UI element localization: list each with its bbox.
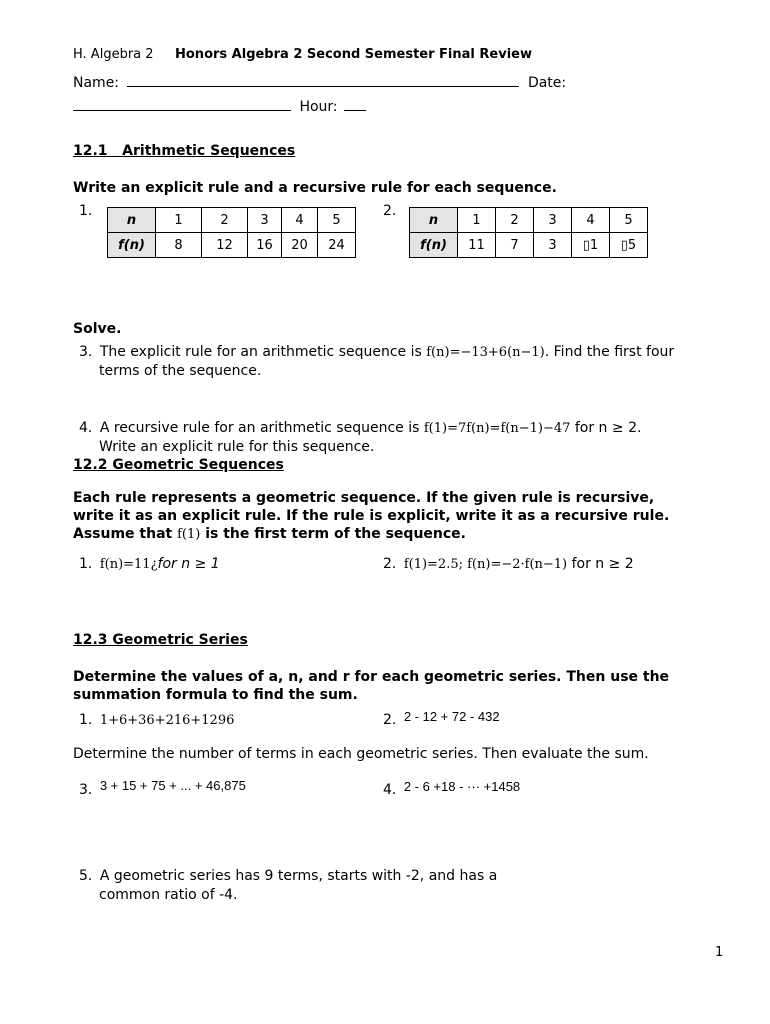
name-blank[interactable] <box>127 86 519 87</box>
name-label: Name: <box>73 75 120 91</box>
table-cell: 8 <box>156 233 202 258</box>
problem-number: 1. <box>79 712 93 728</box>
instruction-12-1: Write an explicit rule and a recursive rule for each sequence. <box>73 180 557 196</box>
recursive-rule-formula: f(1)=7f(n)=f(n−1)−47 <box>423 421 571 436</box>
series-problem-5 <box>79 868 497 884</box>
first-term-formula: f(1) <box>177 527 201 542</box>
problem-3-line2: terms of the sequence. <box>99 363 262 379</box>
problem-number: 4. <box>79 420 93 436</box>
page-number: 1 <box>715 945 724 960</box>
problem-4 <box>79 420 641 436</box>
table-cell: 24 <box>318 233 356 258</box>
table-header-cell: n <box>108 208 156 233</box>
table-row <box>410 208 648 233</box>
problem-number: 1. <box>79 556 93 572</box>
series-expression: 1+6+36+216+1296 <box>99 713 235 728</box>
table-cell: 16 <box>248 233 282 258</box>
problem-4-line2: Write an explicit rule for this sequence. <box>99 439 375 455</box>
instruction-12-2-line2: write it as an explicit rule. If the rule is explicit, write it as a recursive rule. <box>73 508 670 524</box>
table-cell: 2 <box>496 208 534 233</box>
series-problem-4 <box>383 779 521 798</box>
section-heading-12-3: 12.3 Geometric Series <box>73 632 248 648</box>
table-header-cell: n <box>410 208 458 233</box>
table-cell: 4 <box>282 208 318 233</box>
instruction-12-3-line2: summation formula to find the sum. <box>73 687 358 703</box>
table-cell: ▯5 <box>610 233 648 258</box>
problem-number: 2. <box>383 556 397 572</box>
problem-number: 2. <box>383 712 397 728</box>
problem-number: 1. <box>79 203 93 219</box>
page-title: Honors Algebra 2 Second Semester Final Review <box>175 47 532 62</box>
problem-number: 2. <box>383 203 397 219</box>
instruction-text: is the first term of the sequence. <box>205 526 466 542</box>
table-cell: 3 <box>248 208 282 233</box>
problem-text: for n ≥ 2 <box>571 556 634 572</box>
recursive-geometric-formula: f(1)=2.5; f(n)=−2·f(n−1) <box>403 557 568 572</box>
instruction-12-2-line3 <box>73 526 466 542</box>
sequence-table-2 <box>409 207 648 258</box>
name-row <box>73 75 566 91</box>
problem-text: for n ≥ 1 <box>157 556 220 572</box>
table-cell: 11 <box>458 233 496 258</box>
section-heading-12-2: 12.2 Geometric Sequences <box>73 457 284 473</box>
solve-label: Solve. <box>73 321 122 337</box>
instruction-text: Assume that <box>73 526 173 542</box>
series-expression: 2 - 6 +18 - ··· +1458 <box>403 779 521 794</box>
hour-blank[interactable] <box>344 110 366 111</box>
problem-number: 4. <box>383 782 397 798</box>
explicit-geometric-formula: f(n)=11¿ <box>99 557 158 572</box>
problem-text: A recursive rule for an arithmetic sequence is <box>99 420 420 436</box>
table-cell: 1 <box>458 208 496 233</box>
instruction-12-2-line1: Each rule represents a geometric sequence. If the given rule is recursive, <box>73 490 655 506</box>
course-label: H. Algebra 2 <box>73 47 154 62</box>
series-expression: 2 - 12 + 72 - 432 <box>403 709 500 724</box>
problem-3 <box>79 344 674 360</box>
table-cell: 5 <box>318 208 356 233</box>
series-problem-1 <box>79 712 234 728</box>
table-cell: 7 <box>496 233 534 258</box>
series-problem-3 <box>79 778 246 798</box>
table-header-cell: f(n) <box>108 233 156 258</box>
table-cell: 12 <box>202 233 248 258</box>
table-cell: 20 <box>282 233 318 258</box>
date-blank[interactable] <box>73 110 291 111</box>
table-header-cell: f(n) <box>410 233 458 258</box>
table-cell: 4 <box>572 208 610 233</box>
date-label: Date: <box>527 75 567 91</box>
series-expression: 3 + 15 + 75 + ... + 46,875 <box>99 778 246 793</box>
geometric-problem-1 <box>79 556 220 572</box>
problem-text: . Find the first four <box>544 344 675 360</box>
series-problem-5-line2: common ratio of -4. <box>99 887 238 903</box>
sequence-table-1 <box>107 207 356 258</box>
table-row <box>410 233 648 258</box>
series-problem-2 <box>383 709 500 728</box>
table-cell: 3 <box>534 208 572 233</box>
problem-number: 3. <box>79 344 93 360</box>
table-row <box>108 208 356 233</box>
table-cell: 2 <box>202 208 248 233</box>
table-cell: 5 <box>610 208 648 233</box>
section-heading-12-1: 12.1 Arithmetic Sequences <box>73 143 296 159</box>
table-row <box>108 233 356 258</box>
instruction-12-3-line1: Determine the values of a, n, and r for each geometric series. Then use the <box>73 669 670 685</box>
problem-number: 3. <box>79 782 93 798</box>
problem-text: for n ≥ 2. <box>574 420 642 436</box>
instruction-12-3-line3: Determine the number of terms in each geometric series. Then evaluate the sum. <box>73 746 649 762</box>
explicit-rule-formula: f(n)=−13+6(n−1) <box>426 345 545 360</box>
table-cell: ▯1 <box>572 233 610 258</box>
hour-row <box>73 99 366 115</box>
problem-text: The explicit rule for an arithmetic sequence is <box>99 344 422 360</box>
table-cell: 1 <box>156 208 202 233</box>
problem-text: A geometric series has 9 terms, starts with -2, and has a <box>99 868 498 884</box>
hour-label: Hour: <box>299 99 338 115</box>
table-cell: 3 <box>534 233 572 258</box>
problem-number: 5. <box>79 868 93 884</box>
geometric-problem-2 <box>383 556 634 572</box>
